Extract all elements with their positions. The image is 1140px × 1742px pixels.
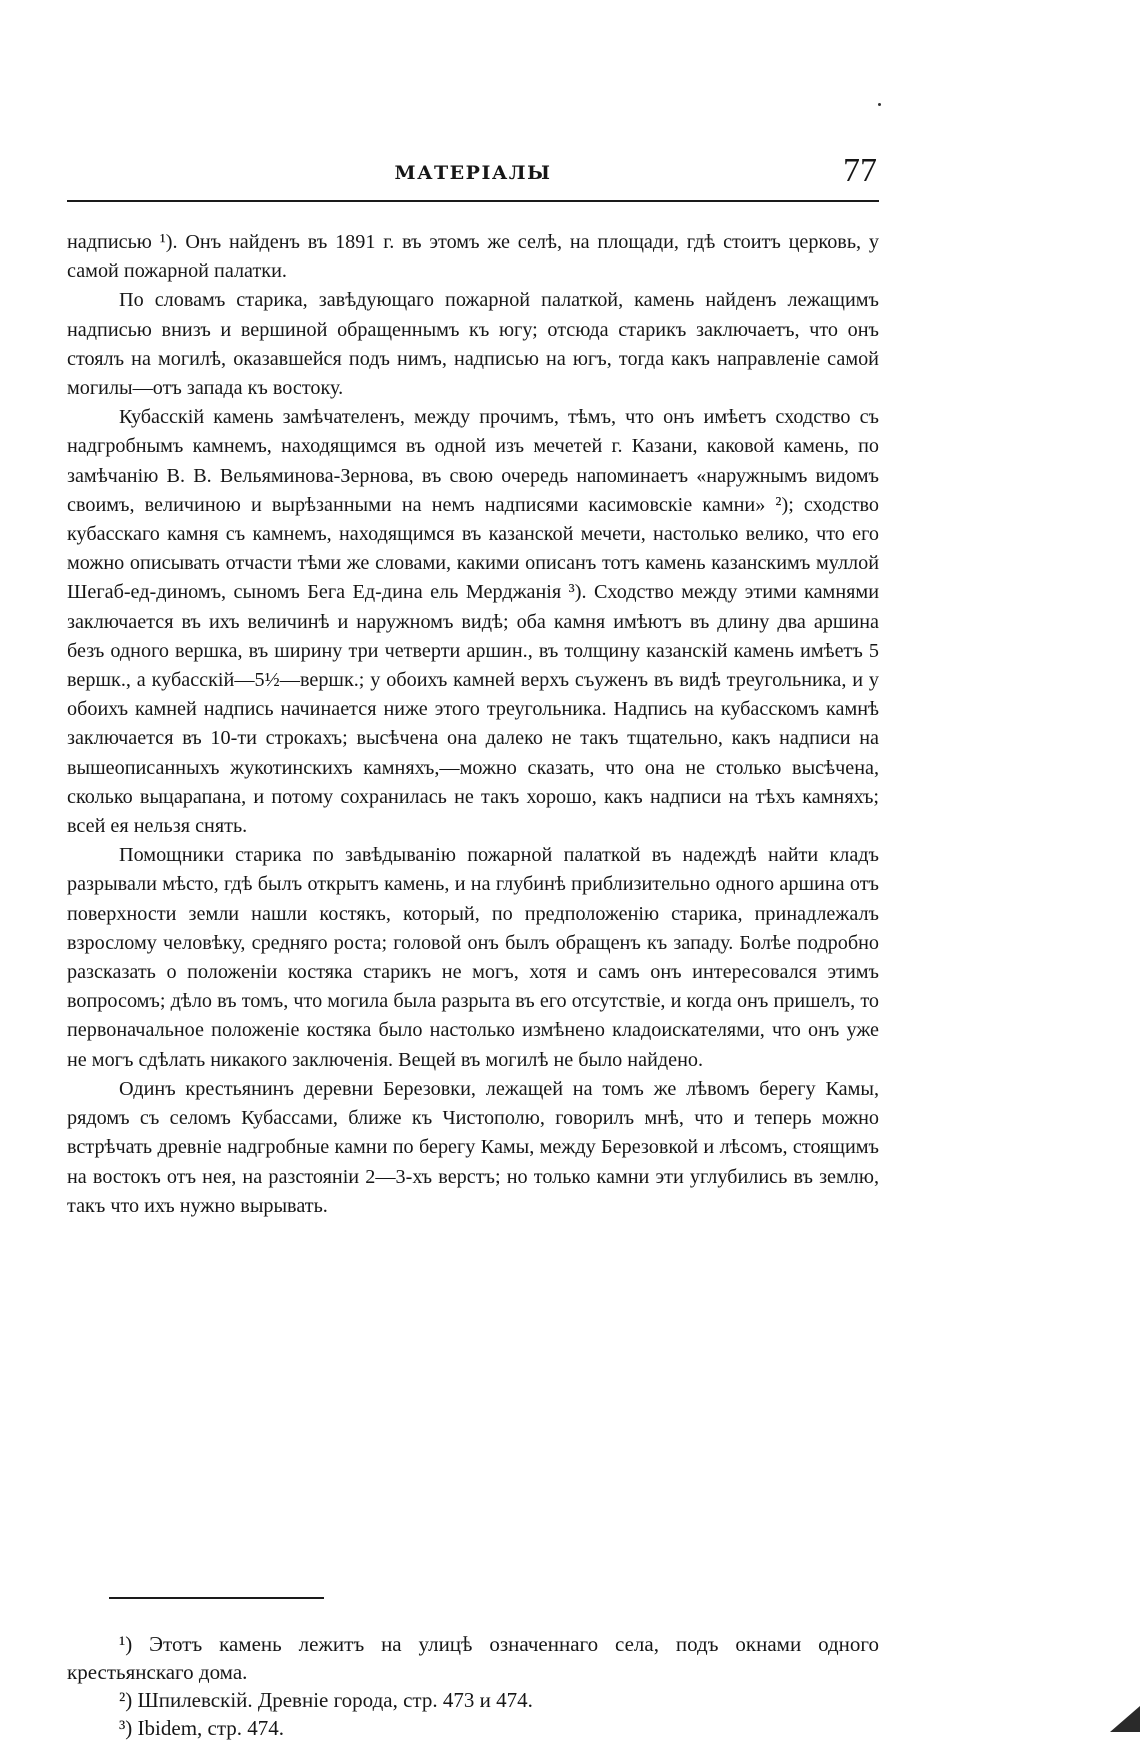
speck-mark xyxy=(878,103,881,106)
footnote-1: ¹) Этотъ камень лежитъ на улицѣ означеннаго села, подъ окнами одного крестьянскаго дома. xyxy=(67,1632,879,1684)
page-corner-mark xyxy=(1110,1706,1140,1732)
page-header xyxy=(67,152,879,192)
footnote-2: ²) Шпилевскій. Древніе города, стр. 473 и 474. xyxy=(119,1688,533,1712)
footnotes xyxy=(67,1630,879,1742)
page-number: 77 xyxy=(843,152,877,189)
paragraph-2: По словамъ старика, завѣдующаго пожарной палаткой, камень найденъ лежащимъ надписью внизъ и вершиной обращеннымъ къ югу; отсюда старикъ заключаетъ, что онъ стоялъ на могилѣ, оказавшейся подъ нимъ, надписью на югъ, тогда какъ направленіе самой могилы—отъ запада къ востоку. xyxy=(67,289,879,400)
paragraph-5: Одинъ крестьянинъ деревни Березовки, лежащей на томъ же лѣвомъ берегу Камы, рядомъ съ селомъ Кубассами, ближе къ Чистополю, говорилъ мнѣ, что и теперь можно встрѣчать древніе надгробные камни по берегу Камы, между Березовкой и лѣсомъ, стоящимъ на востокъ отъ нея, на разстояніи 2—3-хъ верстъ; но только камни эти углубились въ землю, такъ что ихъ нужно вырывать. xyxy=(67,1077,879,1217)
paragraph-1: надписью ¹). Онъ найденъ въ 1891 г. въ этомъ же селѣ, на площади, гдѣ стоитъ церковь, у самой пожарной палатки. xyxy=(67,231,879,283)
footnote-3: ³) Ibidem, стр. 474. xyxy=(119,1716,285,1740)
paragraph-4: Помощники старика по завѣдыванію пожарной палаткой въ надеждѣ найти кладъ разрывали мѣсто, гдѣ былъ открытъ камень, и на глубинѣ приблизительно одного аршина отъ поверхности земли нашли костякъ, который, по предположенію старика, принадлежалъ взрослому человѣку, средняго роста; головой онъ былъ обращенъ къ западу. Болѣе подробно разсказать о положеніи костяка старикъ не могъ, хотя и самъ онъ интересовался этимъ вопросомъ; дѣло въ томъ, что могила была разрыта въ его отсутствіе, и когда онъ пришелъ, то первоначальное положеніе костяка было настолько измѣнено кладоискателями, что онъ уже не могъ сдѣлать никакого заключенія. Вещей въ могилѣ не было найдено. xyxy=(67,844,879,1071)
main-text xyxy=(67,228,879,1221)
running-title: МАТЕРІАЛЫ xyxy=(394,162,552,184)
header-rule xyxy=(67,200,879,202)
footnote-rule xyxy=(109,1597,324,1599)
paragraph-3: Кубасскій камень замѣчателенъ, между прочимъ, тѣмъ, что онъ имѣетъ сходство съ надгробнымъ камнемъ, находящимся въ одной изъ мечетей г. Казани, каковой камень, по замѣчанію В. В. Вельяминова-Зернова, въ свою очередь напоминаетъ «наружнымъ видомъ своимъ, величиною и вырѣзанными на немъ надписями касимовскіе камни» ²); сходство кубасскаго камня съ камнемъ, находящимся въ казанской мечети, настолько велико, что его можно описывать отчасти тѣми же словами, какими описанъ тотъ камень казанскимъ муллой Шегаб-ед-диномъ, сыномъ Бега Ед-дина ель Мерджанія ³). Сходство между этими камнями заключается въ ихъ величинѣ и наружномъ видѣ; оба камня имѣютъ въ длину два аршина безъ одного вершка, въ ширину три четверти аршин., въ толщину казанскій камень имѣетъ 5 вершк., а кубасскій—5½—вершк.; у обоихъ камней верхъ съуженъ въ видѣ треугольника, и у обоихъ камней надпись начинается ниже этого треугольника. Надпись на кубасскомъ камнѣ заключается въ 10-ти строкахъ; высѣчена она далеко не такъ тщательно, какъ надписи на вышеописанныхъ жукотинскихъ камняхъ,—можно сказать, что она не столько высѣчена, сколько выцарапана, и потому сохранилась не такъ хорошо, какъ надписи на тѣхъ камняхъ; всей ея нельзя снять. xyxy=(67,406,879,838)
